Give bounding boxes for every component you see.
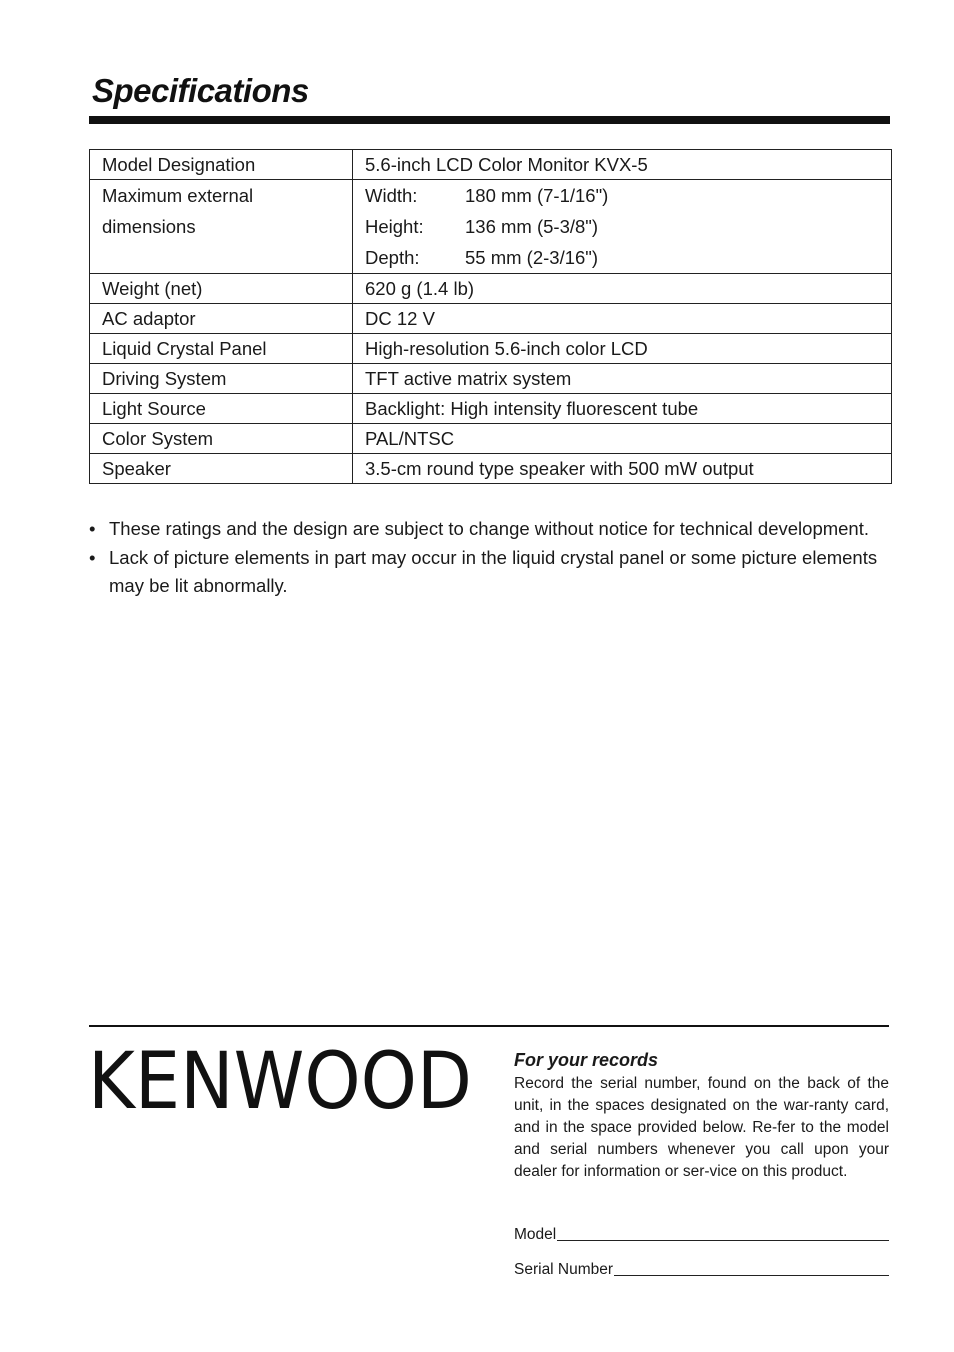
- logo-wordmark: KENWOOD: [88, 1044, 472, 1116]
- dimension-value: 136 mm (5-3/8"): [465, 216, 599, 237]
- table-row: [90, 274, 892, 304]
- records-heading: For your records: [514, 1050, 659, 1070]
- table-row: [90, 150, 892, 180]
- spec-value: Backlight: High intensity fluorescent tube: [353, 394, 892, 424]
- notes-list: [89, 515, 895, 601]
- spec-label: Liquid Crystal Panel: [90, 334, 353, 364]
- table-row: [90, 394, 892, 424]
- spec-label: Color System: [90, 424, 353, 454]
- dimension-key: Depth:: [365, 247, 420, 268]
- spec-label: Light Source: [90, 394, 353, 424]
- spec-value: DC 12 V: [353, 304, 892, 334]
- dimension-row: [365, 180, 879, 211]
- spec-value: High-resolution 5.6-inch color LCD: [353, 334, 892, 364]
- spec-label: Weight (net): [90, 274, 353, 304]
- records-body: Record the serial number, found on the back of the unit, in the spaces designated on the war-ranty card, and in the space provided below. Re-fer to the model and serial numbers whenever you call upon your dealer for information or ser-vice on this product.: [514, 1075, 889, 1180]
- table-row: [90, 364, 892, 394]
- spec-label: Driving System: [90, 364, 353, 394]
- spec-label: [90, 180, 353, 274]
- serial-number-label: Serial Number: [514, 1261, 614, 1278]
- page-title: Specifications: [92, 72, 309, 109]
- model-label: Model: [514, 1226, 557, 1243]
- table-row: [90, 424, 892, 454]
- spec-label: Model Designation: [90, 150, 353, 180]
- model-field[interactable]: [514, 1226, 889, 1244]
- table-row: [90, 334, 892, 364]
- title-rule: [89, 116, 890, 124]
- table-row: [90, 304, 892, 334]
- bullet-icon: •: [89, 518, 96, 539]
- serial-number-field[interactable]: [514, 1261, 889, 1279]
- model-line[interactable]: [557, 1240, 889, 1241]
- table-row: [90, 454, 892, 484]
- records-section: [514, 1047, 889, 1183]
- spec-value: PAL/NTSC: [353, 424, 892, 454]
- note-text: These ratings and the design are subject to change without notice for technical development.: [109, 518, 869, 539]
- dimension-key: Height:: [365, 216, 424, 237]
- bullet-icon: •: [89, 546, 96, 568]
- spec-value: 620 g (1.4 lb): [353, 274, 892, 304]
- spec-label-line: Maximum external: [102, 185, 254, 206]
- list-item: [89, 544, 895, 601]
- spec-label: AC adaptor: [90, 304, 353, 334]
- spec-value: 3.5-cm round type speaker with 500 mW output: [353, 454, 892, 484]
- dimension-row: [365, 242, 879, 273]
- spec-value: [353, 180, 892, 274]
- spec-label-line: dimensions: [102, 216, 196, 237]
- spec-label: Speaker: [90, 454, 353, 484]
- dimension-row: [365, 211, 879, 242]
- spec-value: TFT active matrix system: [353, 364, 892, 394]
- dimension-value: 55 mm (2-3/16"): [465, 247, 599, 268]
- dimension-value: 180 mm (7-1/16"): [465, 185, 609, 206]
- serial-number-line[interactable]: [614, 1275, 889, 1276]
- specifications-table: [89, 149, 892, 484]
- dimension-key: Width:: [365, 185, 418, 206]
- table-row: [90, 180, 892, 274]
- list-item: [89, 515, 895, 544]
- footer-rule: [89, 1025, 889, 1027]
- note-text: Lack of picture elements in part may occur in the liquid crystal panel or some picture elements may be lit abnormally.: [109, 546, 878, 596]
- spec-value: 5.6-inch LCD Color Monitor KVX-5: [353, 150, 892, 180]
- kenwood-logo: [88, 1044, 474, 1116]
